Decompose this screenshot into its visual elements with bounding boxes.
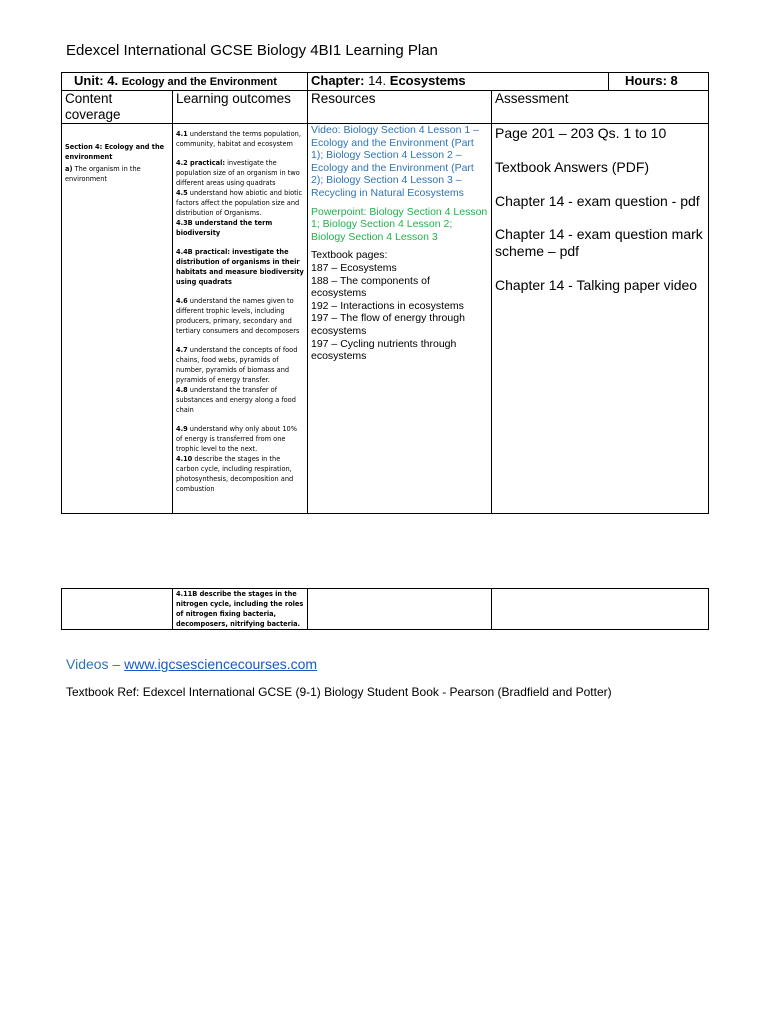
videos-line (66, 656, 317, 672)
videos-prefix: Videos – (66, 656, 125, 672)
powerpoint-resource-link[interactable]: Powerpoint: Biology Section 4 Lesson 1; Biology Section 4 Lesson 2; Biology Section 4 Lesson 3 (311, 205, 488, 243)
chapter-cell (308, 73, 609, 91)
outcome-item: 4.10 describe the stages in the carbon cycle, including respiration, photosynthesis, decomposition and combustion (176, 455, 294, 493)
document-title: Edexcel International GCSE Biology 4BI1 Learning Plan (66, 42, 438, 59)
continued-row (62, 589, 709, 630)
column-header-content: Content coverage (62, 91, 173, 124)
section-heading: Section 4: Ecology and the environment (65, 143, 165, 161)
outcome-item: 4.6 understand the names given to different trophic levels, including producers, primary, secondary and tertiary consumers and decomposers (176, 297, 300, 335)
continued-outcome-cell (173, 589, 308, 630)
assessment-item: Chapter 14 - exam question mark scheme – pdf (495, 226, 703, 260)
unit-name: Ecology and the Environment (121, 76, 277, 88)
sub-label: a) (65, 165, 73, 173)
header-row (62, 73, 709, 91)
learning-outcomes-cell (173, 124, 308, 514)
textbook-page-item: 197 – Cycling nutrients through ecosystems (311, 337, 457, 363)
learning-plan-table (61, 72, 709, 514)
textbook-heading: Textbook pages: (311, 249, 388, 262)
sub-text: The organism in the environment (65, 165, 141, 183)
column-header-resources: Resources (308, 91, 492, 124)
assessment-item: Textbook Answers (PDF) (495, 158, 650, 175)
outcome-item: 4.9 understand why only about 10% of energy is transferred from one trophic level to the next. (176, 425, 298, 453)
assessment-item: Chapter 14 - Talking paper video (495, 276, 698, 293)
unit-cell (62, 73, 308, 91)
assessment-item: Page 201 – 203 Qs. 1 to 10 (495, 125, 667, 141)
assessment-item: Chapter 14 - exam question - pdf (495, 192, 700, 209)
hours-cell: Hours: 8 (609, 73, 709, 91)
textbook-page-item: 188 – The components of ecosystems (311, 274, 430, 300)
assessment-cell (492, 124, 709, 514)
column-header-row (62, 91, 709, 124)
outcome-item: 4.5 understand how abiotic and biotic factors affect the population size and distribution of Organisms. (176, 189, 303, 217)
outcome-item: 4.8 understand the transfer of substances and energy along a food chain (176, 386, 296, 414)
column-header-outcomes: Learning outcomes (173, 91, 308, 124)
outcome-item: 4.4B practical: investigate the distribution of organisms in their habitats and measure biodiversity using quadrats (176, 248, 304, 286)
chapter-label: Chapter: (311, 73, 365, 88)
content-coverage-cell (62, 124, 173, 514)
outcome-item: 4.7 understand the concepts of food chains, food webs, pyramids of number, pyramids of biomass and pyramids of energy transfer. (176, 346, 298, 384)
column-header-assessment: Assessment (492, 91, 709, 124)
outcome-item: 4.3B understand the term biodiversity (176, 219, 273, 237)
video-resource-link[interactable]: Video: Biology Section 4 Lesson 1 – Ecology and the Environment (Part 1); Biology Section 4 Lesson 2 – Ecology and the Environment (Part 2); Biology Section 4 Lesson 3 – Recycling in Natural Ecosystems (311, 124, 479, 199)
textbook-reference: Textbook Ref: Edexcel International GCSE (9-1) Biology Student Book - Pearson (Bradfield and Potter) (66, 685, 612, 699)
content-row (62, 124, 709, 514)
outcome-item: 4.11B describe the stages in the nitrogen cycle, including the roles of nitrogen fixing bacteria, decomposers, nitrifying bacteria. (176, 590, 304, 628)
textbook-page-item: 197 – The flow of energy through ecosystems (311, 312, 465, 337)
resources-cell (308, 124, 492, 514)
textbook-page-item: 192 – Interactions in ecosystems (311, 299, 464, 312)
outcome-item: 4.2 practical: investigate the population size of an organism in two different areas using quadrats (176, 159, 300, 187)
continued-content-cell (62, 589, 173, 630)
continued-table (61, 588, 709, 630)
videos-link[interactable]: www.igcsesciencecourses.com (124, 656, 318, 672)
unit-label: Unit: 4. (74, 73, 119, 88)
chapter-name: Ecosystems (389, 73, 466, 88)
textbook-pages (311, 249, 488, 362)
outcome-item: 4.1 understand the terms population, community, habitat and ecosystem (176, 130, 301, 148)
textbook-page-item: 187 – Ecosystems (311, 261, 397, 274)
continued-resources-cell (308, 589, 492, 630)
continued-assessment-cell (492, 589, 709, 630)
chapter-number: 14. (368, 73, 387, 88)
